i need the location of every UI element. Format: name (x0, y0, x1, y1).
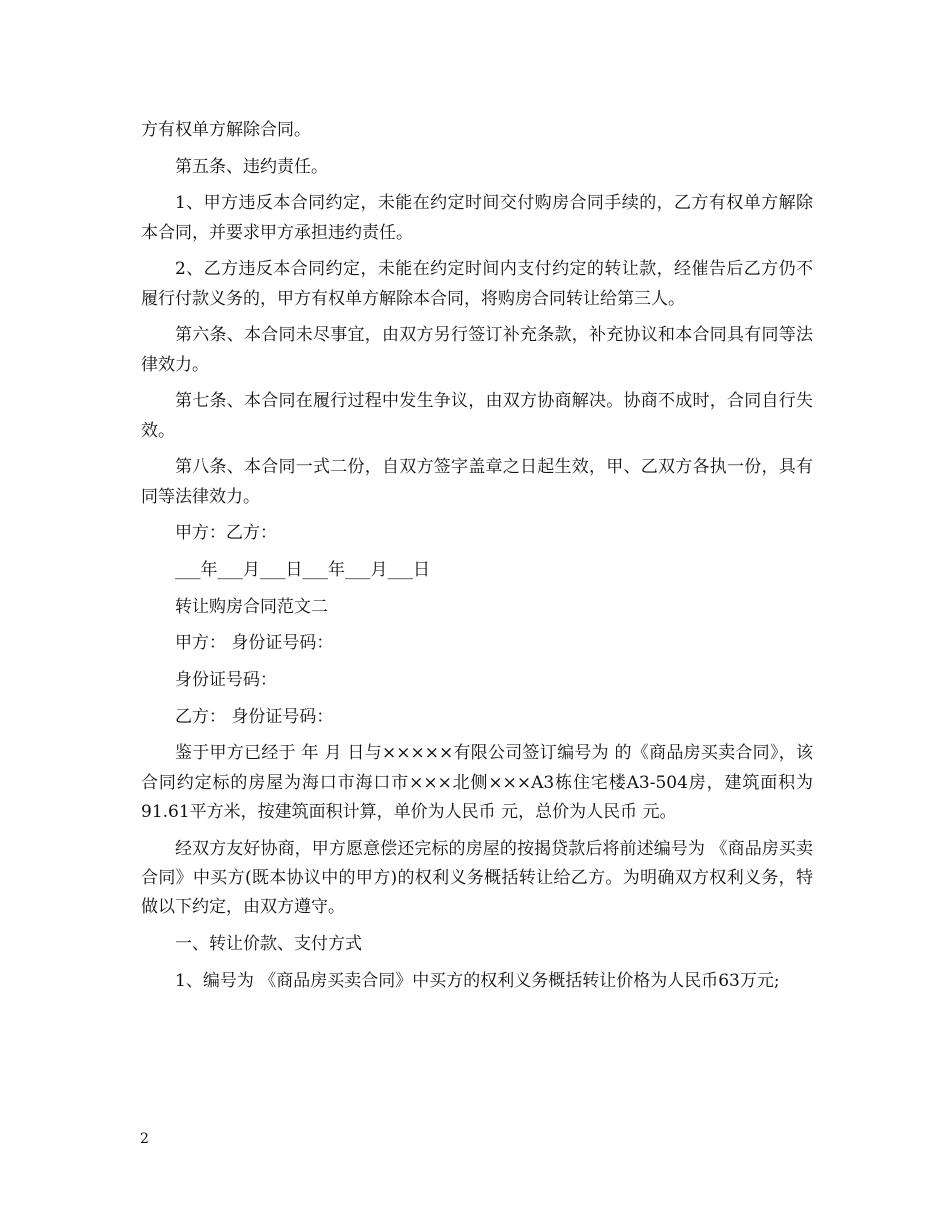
signature-parties: 甲方：乙方： (175, 523, 277, 544)
party-a-id-line: 甲方： 身份证号码： (175, 633, 334, 654)
paragraph-continued: 方有权单方解除合同。 (141, 120, 311, 140)
paragraph-section-1-title: 一、转让价款、支付方式 (175, 933, 362, 954)
paragraph-article-6: 第六条、本合同未尽事宜，由双方另行签订补充条款，补充协议和本合同具有同等法律效力。 (141, 325, 813, 375)
page-number: 2 (140, 1131, 149, 1147)
signature-dates: ___年___月___日___年___月___日 (175, 559, 430, 580)
paragraph-article-8: 第八条、本合同一式二份，自双方签字盖章之日起生效，甲、乙双方各执一份，具有同等法律效力。 (141, 457, 813, 507)
paragraph-recital: 鉴于甲方已经于 年 月 日与×××××有限公司签订编号为 的《商品房买卖合同》，该合同约定标的房屋为海口市海口市×××北侧×××A3栋住宅楼A3-504房，建筑面积为91.61平方米，按建筑面积计算，单价为人民币 元，总价为人民币 元。 (141, 743, 813, 823)
paragraph-article-7: 第七条、本合同在履行过程中发生争议，由双方协商解决。协商不成时，合同自行失效。 (141, 391, 813, 441)
paragraph-agreement: 经双方友好协商，甲方愿意偿还完标的房屋的按揭贷款后将前述编号为 《商品房买卖合同》中买方(既本协议中的甲方)的权利义务概括转让给乙方。为明确双方权利义务，特做以下约定，由双方遵守。 (141, 838, 813, 918)
paragraph-section-1-item-1: 1、编号为 《商品房买卖合同》中买方的权利义务概括转让价格为人民币63万元; (175, 970, 780, 991)
section-heading: 转让购房合同范文二 (175, 596, 328, 617)
paragraph-article-5-item-1: 1、甲方违反本合同约定，未能在约定时间交付购房合同手续的，乙方有权单方解除本合同，并要求甲方承担违约责任。 (141, 193, 813, 243)
paragraph-article-5-item-2: 2、乙方违反本合同约定，未能在约定时间内支付约定的转让款，经催告后乙方仍不履行付款义务的，甲方有权单方解除本合同，将购房合同转让给第三人。 (141, 259, 813, 309)
party-b-id-line: 乙方： 身份证号码： (175, 706, 334, 727)
document-body (141, 116, 813, 1003)
paragraph-article-5-title: 第五条、违约责任。 (175, 156, 328, 177)
id-number-line: 身份证号码： (175, 670, 277, 691)
